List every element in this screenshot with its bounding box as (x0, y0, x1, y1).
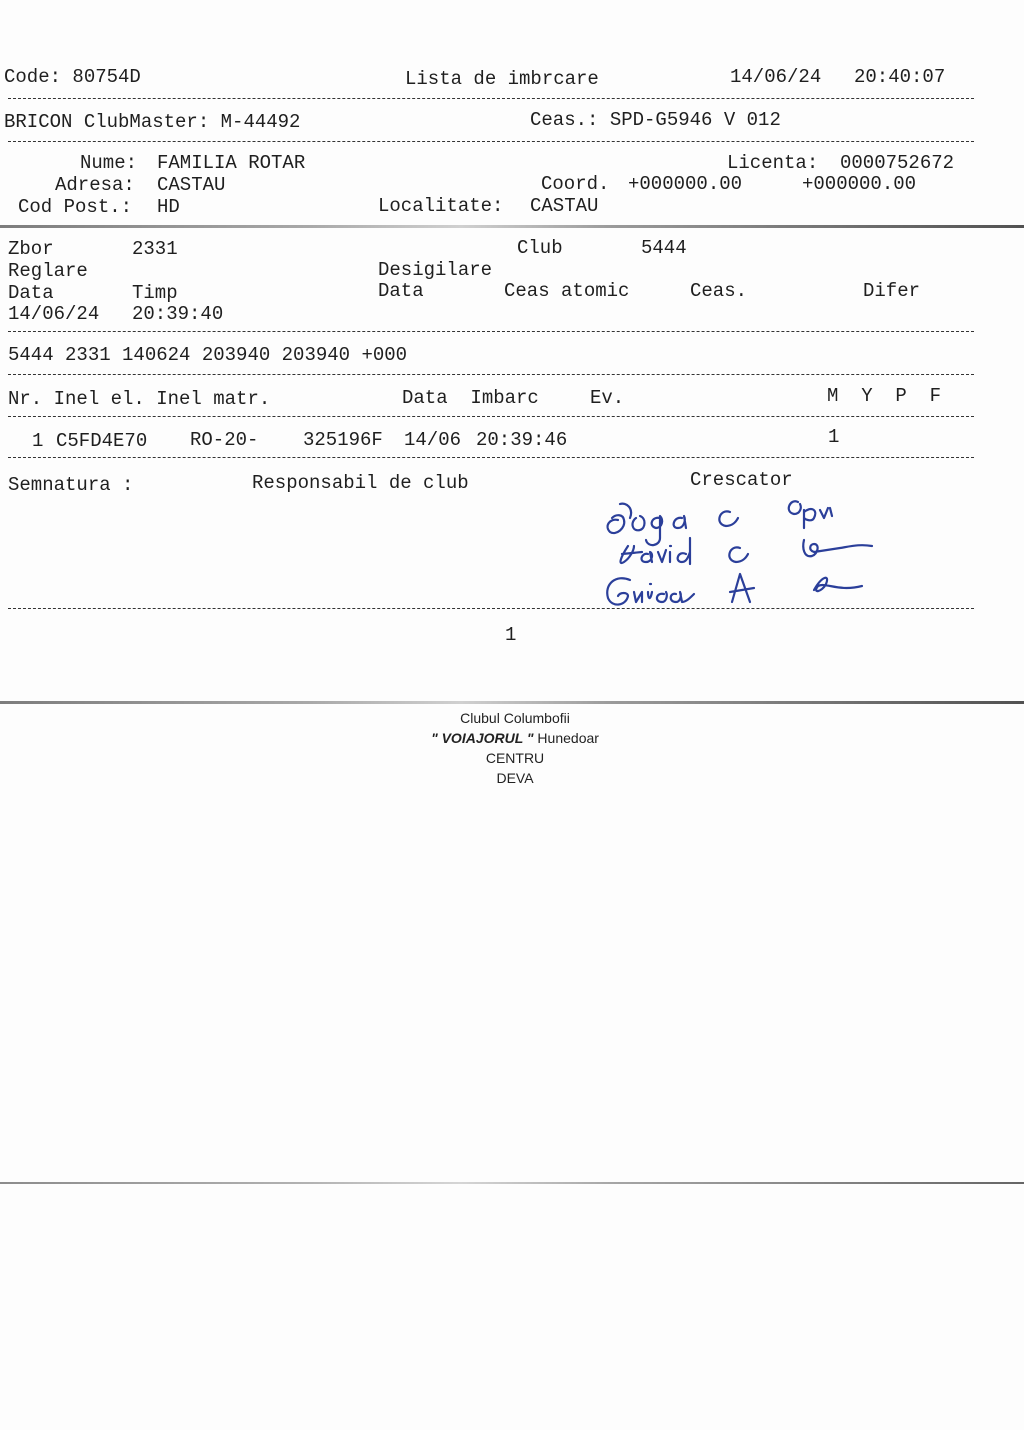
name-label: Nume: (80, 152, 138, 174)
row-inel-el: C5FD4E70 (56, 430, 148, 452)
row-m: 1 (828, 426, 840, 448)
row-time: 20:39:46 (476, 429, 568, 451)
locality-value: CASTAU (530, 195, 599, 217)
coord-y: +000000.00 (802, 173, 917, 195)
document-title: Lista de imbrcare (405, 68, 599, 90)
separator (8, 416, 974, 417)
reglare-label: Reglare (8, 260, 88, 282)
zbor-label: Zbor (8, 238, 54, 260)
desigilare-data-label: Data (378, 280, 424, 302)
stamp-club-name: " VOIAJORUL " (431, 730, 534, 746)
postcode-value: HD (157, 196, 180, 218)
separator (8, 331, 974, 332)
row-date: 14/06 (404, 429, 462, 451)
separator (8, 608, 974, 609)
club-value: 5444 (641, 237, 687, 259)
coord-x: +000000.00 (628, 173, 743, 195)
fold-line (0, 1182, 1024, 1184)
timp-label: Timp (132, 282, 178, 304)
col-header-mypf: M Y P F (827, 385, 942, 407)
desigilare-label: Desigilare (378, 259, 493, 281)
reglare-time: 20:39:40 (132, 303, 224, 325)
col-header-ev: Ev. (590, 387, 625, 409)
separator (8, 141, 974, 142)
postcode-label: Cod Post.: (18, 196, 133, 218)
handwritten-signatures (590, 488, 890, 618)
licence-label: Licenta: (727, 152, 819, 174)
zbor-value: 2331 (132, 238, 178, 260)
address-value: CASTAU (157, 174, 226, 196)
data-label: Data (8, 282, 54, 304)
row-nr: 1 (32, 430, 44, 452)
stamp-line-4: DEVA (496, 770, 534, 786)
fold-line (0, 701, 1024, 704)
stamp-line-1: Clubul Columbofii (460, 710, 570, 726)
club-stamp (390, 708, 640, 788)
summary-line: 5444 2331 140624 203940 203940 +000 (8, 344, 408, 366)
difer-label: Difer (863, 280, 921, 302)
crescator-label: Crescator (690, 469, 793, 491)
fold-line (0, 225, 1024, 228)
code-label: Code: 80754D (4, 66, 141, 88)
col-header-data-imbarc: Data Imbarc (402, 387, 539, 409)
club-label: Club (517, 237, 563, 259)
licence-value: 0000752672 (840, 152, 955, 174)
separator (8, 98, 974, 99)
locality-label: Localitate: (378, 195, 504, 217)
separator (8, 457, 974, 458)
coord-label: Coord. (541, 173, 610, 195)
semnatura-label: Semnatura : (8, 474, 134, 496)
separator (8, 374, 974, 375)
print-time: 20:40:07 (854, 66, 946, 88)
col-header-nr-inel: Nr. Inel el. Inel matr. (8, 388, 271, 410)
stamp-line-2 (390, 728, 640, 748)
name-value: FAMILIA ROTAR (157, 152, 306, 174)
row-code: 325196F (303, 429, 383, 451)
responsabil-label: Responsabil de club (252, 472, 469, 494)
clock-id: Ceas.: SPD-G5946 V 012 (530, 109, 781, 131)
clubmaster-id: BRICON ClubMaster: M-44492 (4, 111, 301, 133)
page-number: 1 (505, 624, 517, 646)
stamp-line-3: CENTRU (485, 750, 545, 766)
ceas-label: Ceas. (690, 280, 748, 302)
reglare-date: 14/06/24 (8, 303, 100, 325)
row-inel-matr: RO-20- (190, 429, 259, 451)
address-label: Adresa: (55, 174, 135, 196)
stamp-city: Hunedoar (533, 730, 599, 746)
ceas-atomic-label: Ceas atomic (504, 280, 630, 302)
print-date: 14/06/24 (730, 66, 822, 88)
